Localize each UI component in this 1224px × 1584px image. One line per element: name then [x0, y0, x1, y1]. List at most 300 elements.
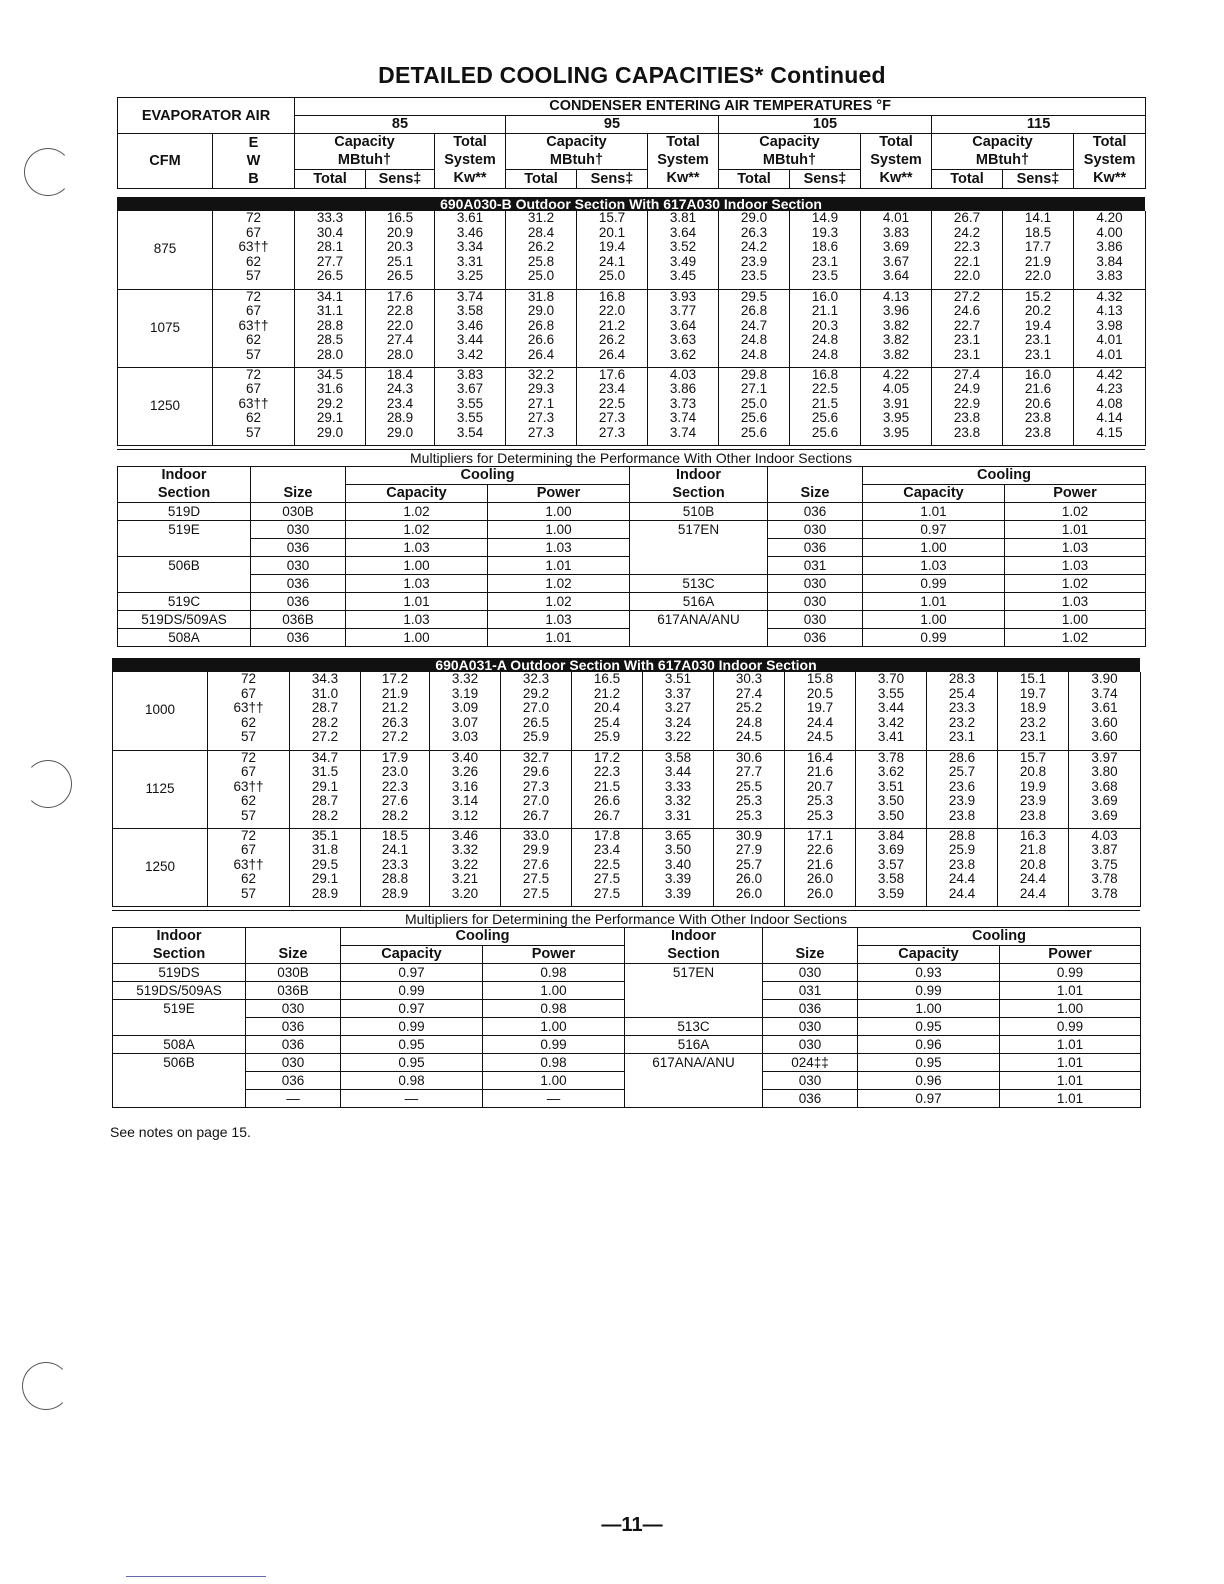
- capacity-value: 18.5: [1024, 224, 1052, 240]
- capacity-value: 29.1: [311, 778, 339, 794]
- capacity-value: 19.4: [598, 239, 626, 255]
- capacity-value: 4.03: [1091, 827, 1118, 843]
- indoor-section: 517EN: [625, 964, 763, 982]
- ewb-header: [213, 134, 295, 189]
- capacity-multiplier: 0.97: [341, 964, 483, 982]
- capacity-value: 26.0: [806, 871, 834, 887]
- capacity-value: 24.8: [740, 332, 768, 348]
- capacity-value: 3.14: [451, 793, 479, 809]
- size: 036: [768, 503, 863, 521]
- data-column-cell: [1074, 289, 1146, 367]
- capacity-value: 3.51: [664, 671, 692, 686]
- power-multiplier: 1.02: [488, 593, 630, 611]
- capacity-value: 24.3: [386, 381, 414, 397]
- power-multiplier: 1.03: [1005, 539, 1146, 557]
- capacity-value: 20.8: [1019, 764, 1047, 780]
- capacity-value: 31.0: [311, 685, 339, 701]
- temp-115: 115: [932, 116, 1146, 134]
- system-label: System: [861, 152, 932, 170]
- data-column-cell: [295, 289, 366, 367]
- capacity-value: 31.8: [311, 842, 339, 858]
- total-label: Total: [648, 134, 719, 152]
- capacity-value: 3.42: [877, 714, 905, 730]
- capacity-value: 3.57: [877, 856, 905, 872]
- capacity-value: 3.42: [456, 346, 484, 362]
- power-multiplier: 1.01: [1000, 1036, 1141, 1054]
- power-multiplier: 1.03: [1005, 557, 1146, 575]
- data-column-cell: [435, 211, 506, 289]
- ewb-b: B: [248, 171, 259, 187]
- capacity-value: 3.51: [877, 778, 905, 794]
- capacity-value: 16.8: [811, 366, 839, 382]
- capacity-value: 27.3: [598, 410, 626, 426]
- power-multiplier: 0.99: [483, 1036, 625, 1054]
- capacity-value: 22.9: [953, 395, 981, 411]
- capacity-value: 4.15: [1096, 424, 1123, 440]
- capacity-value: 3.70: [877, 671, 905, 686]
- capacity-value: 3.93: [669, 288, 697, 304]
- capacity-value: 3.62: [877, 764, 905, 780]
- capacity-value: 25.3: [806, 793, 834, 809]
- size-header-top: [246, 928, 341, 946]
- capacity-value: 27.0: [522, 793, 550, 809]
- size: 036: [246, 1018, 341, 1036]
- data-column-cell: [932, 367, 1003, 445]
- capacity-value: 25.0: [740, 395, 768, 411]
- ewb-value: 63††: [233, 856, 264, 872]
- capacity-value: 24.4: [1019, 871, 1047, 887]
- capacity-value: 3.78: [1091, 885, 1118, 901]
- size: 030B: [251, 503, 346, 521]
- data-column-cell: [577, 289, 648, 367]
- capacity-value: 23.1: [1024, 346, 1052, 362]
- capacity-value: 25.9: [522, 729, 550, 745]
- temp-105: 105: [719, 116, 932, 134]
- power-multiplier: 1.03: [488, 539, 630, 557]
- capacity-multiplier: 0.97: [341, 1000, 483, 1018]
- size-header: Size: [768, 485, 863, 503]
- capacity-value: 3.67: [456, 381, 484, 397]
- capacity-value: 3.40: [664, 856, 692, 872]
- system-label: System: [1074, 152, 1146, 170]
- capacity-value: 29.9: [522, 842, 550, 858]
- capacity-value: 28.3: [948, 671, 976, 686]
- capacity-multiplier: 1.00: [858, 1000, 1000, 1018]
- capacity-value: 34.7: [311, 749, 339, 765]
- system-label: System: [435, 152, 506, 170]
- capacity-value: 20.3: [811, 317, 839, 333]
- capacity-value: 31.5: [311, 764, 339, 780]
- capacity-value: 3.50: [877, 807, 905, 823]
- size-header: Size: [246, 946, 341, 964]
- data-column-cell: [861, 211, 932, 289]
- cooling-header: Cooling: [863, 467, 1146, 485]
- sens-col-header: Sens‡: [1003, 170, 1074, 189]
- multiplier-row: [113, 1036, 1141, 1054]
- size: 036: [768, 539, 863, 557]
- power-multiplier: 1.00: [488, 503, 630, 521]
- capacity-value: 29.0: [316, 424, 344, 440]
- ewb-values: [213, 211, 295, 289]
- capacity-value: 28.8: [316, 317, 344, 333]
- capacity-value: 4.22: [882, 366, 910, 382]
- capacity-value: 27.7: [316, 253, 344, 269]
- size: 036: [251, 539, 346, 557]
- capacity-multiplier: 0.95: [341, 1036, 483, 1054]
- ewb-value: 62: [240, 871, 257, 887]
- capacity-value: 34.3: [311, 671, 339, 686]
- capacity-value: 18.4: [386, 366, 414, 382]
- data-column-cell: [648, 211, 719, 289]
- capacity-multiplier: 1.01: [863, 593, 1005, 611]
- capacity-value: 4.14: [1096, 410, 1123, 426]
- capacity-value: 26.5: [522, 714, 550, 730]
- capacity-value: 3.73: [669, 395, 697, 411]
- power-multiplier: 1.01: [488, 629, 630, 647]
- capacity-value: 24.4: [806, 714, 834, 730]
- kw-col-header: Kw**: [1074, 170, 1146, 189]
- capacity-value: 23.3: [948, 700, 976, 716]
- capacity-value: 16.0: [811, 288, 839, 304]
- capacity-value: 15.8: [806, 671, 834, 686]
- capacity-value: 3.34: [456, 239, 484, 255]
- multiplier-row: [113, 1000, 1141, 1018]
- data-column-cell: [361, 672, 430, 750]
- indoor-section: [625, 1072, 763, 1090]
- capacity-value: 4.42: [1096, 366, 1123, 382]
- capacity-value: 4.03: [669, 366, 697, 382]
- capacity-value: 26.2: [598, 332, 626, 348]
- mbtuh-label: MBtuh†: [295, 152, 435, 170]
- data-column-cell: [932, 289, 1003, 367]
- capacity-value: 25.0: [527, 268, 555, 284]
- capacity-value: 27.3: [522, 778, 550, 794]
- multiplier-row: [113, 1054, 1141, 1072]
- capacity-value: 19.4: [1024, 317, 1052, 333]
- capacity-value: 30.4: [316, 224, 344, 240]
- capacity-value: 4.23: [1096, 381, 1123, 397]
- binder-hole-mark: [24, 760, 72, 808]
- capacity-value: 14.9: [811, 210, 839, 225]
- capacity-value: 3.19: [451, 685, 479, 701]
- capacity-header: Capacity: [863, 485, 1005, 503]
- capacity-value: 28.7: [311, 700, 339, 716]
- capacity-value: 16.4: [806, 749, 834, 765]
- power-multiplier: 1.00: [483, 1072, 625, 1090]
- capacity-value: 25.6: [740, 424, 768, 440]
- capacity-value: 27.6: [381, 793, 409, 809]
- total-label: Total: [1074, 134, 1146, 152]
- capacity-value: 34.1: [316, 288, 344, 304]
- capacity-value: 3.50: [877, 793, 905, 809]
- capacity-value: 3.44: [877, 700, 905, 716]
- capacity-value: 24.8: [811, 332, 839, 348]
- capacity-value: 27.2: [311, 729, 339, 745]
- capacity-value: 23.0: [381, 764, 409, 780]
- multipliers-title: Multipliers for Determining the Performance With Other Indoor Sections: [112, 910, 1140, 927]
- capacity-value: 15.7: [1019, 749, 1047, 765]
- capacity-multiplier: 0.99: [863, 629, 1005, 647]
- indoor-section: 516A: [625, 1036, 763, 1054]
- multiplier-row: [118, 557, 1146, 575]
- capacity-value: 26.7: [522, 807, 550, 823]
- sens-col-header: Sens‡: [790, 170, 861, 189]
- capacity-value: 16.0: [1024, 366, 1052, 382]
- indoor-section: [625, 1000, 763, 1018]
- sens-col-header: Sens‡: [577, 170, 648, 189]
- capacity-value: 24.2: [953, 224, 981, 240]
- capacity-value: 17.2: [593, 749, 621, 765]
- capacity-value: 3.27: [664, 700, 692, 716]
- capacity-multiplier: 1.03: [346, 611, 488, 629]
- capacity-value: 18.6: [811, 239, 839, 255]
- capacity-value: 3.91: [882, 395, 910, 411]
- size-header: Size: [763, 946, 858, 964]
- indoor-section: 519E: [118, 521, 251, 539]
- capacity-label: Capacity: [295, 134, 435, 152]
- capacity-value: 22.3: [381, 778, 409, 794]
- data-column-cell: [572, 828, 643, 906]
- section-band-690a030b: 690A030-B Outdoor Section With 617A030 Indoor Section: [117, 197, 1145, 211]
- capacity-value: 20.7: [806, 778, 834, 794]
- capacity-value: 3.46: [456, 224, 484, 240]
- ewb-value: 67: [245, 224, 262, 240]
- indoor-section: 519DS: [113, 964, 246, 982]
- capacity-value: 26.3: [740, 224, 768, 240]
- power-multiplier: 1.02: [1005, 503, 1146, 521]
- ewb-values: [208, 750, 290, 828]
- power-multiplier: 1.02: [488, 575, 630, 593]
- capacity-value: 3.64: [669, 317, 697, 333]
- indoor-section: [625, 982, 763, 1000]
- data-column-cell: [785, 750, 856, 828]
- capacity-value: 3.49: [669, 253, 697, 269]
- power-multiplier: 1.00: [483, 982, 625, 1000]
- size: 036: [251, 629, 346, 647]
- ewb-value: 63††: [238, 317, 269, 333]
- capacity-value: 3.95: [882, 424, 910, 440]
- data-column-cell: [643, 750, 714, 828]
- capacity-value: 28.1: [316, 239, 344, 255]
- capacity-value: 28.7: [311, 793, 339, 809]
- cfm-group-row: [113, 672, 1141, 750]
- size: —: [246, 1090, 341, 1108]
- cooling-header: Cooling: [346, 467, 630, 485]
- capacity-value: 30.3: [735, 671, 763, 686]
- power-multiplier: 1.00: [488, 521, 630, 539]
- capacity-value: 3.86: [669, 381, 697, 397]
- capacity-value: 3.96: [882, 303, 910, 319]
- indoor-section: [113, 1090, 246, 1108]
- capacity-value: 3.77: [669, 303, 697, 319]
- indoor-section: [630, 629, 768, 647]
- power-multiplier: 0.99: [1000, 964, 1141, 982]
- capacity-value: 25.3: [735, 793, 763, 809]
- capacity-value: 25.8: [527, 253, 555, 269]
- power-multiplier: 0.99: [1000, 1018, 1141, 1036]
- capacity-value: 22.8: [386, 303, 414, 319]
- capacity-value: 3.74: [669, 424, 697, 440]
- indoor-header: Indoor: [630, 467, 768, 485]
- ewb-values: [213, 289, 295, 367]
- capacity-header: Capacity: [341, 946, 483, 964]
- indoor-section: 519DS/509AS: [113, 982, 246, 1000]
- capacity-multiplier: 0.99: [863, 575, 1005, 593]
- capacity-value: 26.0: [735, 885, 763, 901]
- power-header: Power: [1000, 946, 1141, 964]
- capacity-value: 3.58: [456, 303, 484, 319]
- data-column-cell: [714, 750, 785, 828]
- capacity-value: 25.4: [948, 685, 976, 701]
- capacity-value: 22.3: [593, 764, 621, 780]
- cfm-value: 875: [118, 211, 213, 289]
- indoor-header: Indoor: [118, 467, 251, 485]
- capacity-value: 35.1: [311, 827, 339, 843]
- capacity-value: 26.8: [527, 317, 555, 333]
- capacity-value: 4.05: [882, 381, 910, 397]
- capacity-value: 29.1: [316, 410, 344, 426]
- capacity-value: 21.5: [811, 395, 839, 411]
- capacity-value: 3.74: [456, 288, 484, 304]
- capacity-value: 3.69: [1091, 807, 1118, 823]
- capacity-value: 23.6: [948, 778, 976, 794]
- capacity-value: 28.9: [311, 885, 339, 901]
- size-header: Size: [251, 485, 346, 503]
- capacity-value: 4.00: [1096, 224, 1123, 240]
- capacity-multiplier: 0.99: [341, 1018, 483, 1036]
- condenser-temps-header: CONDENSER ENTERING AIR TEMPERATURES °F: [295, 98, 1146, 116]
- ewb-values: [208, 672, 290, 750]
- data-column-cell: [430, 672, 501, 750]
- multiplier-row: [118, 629, 1146, 647]
- capacity-value: 23.1: [953, 332, 981, 348]
- capacity-value: 4.01: [882, 210, 910, 225]
- capacity-value: 3.98: [1096, 317, 1123, 333]
- capacity-value: 25.9: [948, 842, 976, 858]
- capacity-value: 23.4: [598, 381, 626, 397]
- capacity-value: 3.16: [451, 778, 479, 794]
- power-multiplier: 0.98: [483, 964, 625, 982]
- data-column-cell: [790, 211, 861, 289]
- temp-95: 95: [506, 116, 719, 134]
- power-header: Power: [483, 946, 625, 964]
- ewb-value: 62: [245, 253, 262, 269]
- capacity-value: 23.8: [948, 856, 976, 872]
- mbtuh-label: MBtuh†: [506, 152, 648, 170]
- capacity-value: 3.41: [877, 729, 905, 745]
- capacity-value: 23.4: [386, 395, 414, 411]
- capacity-value: 27.9: [735, 842, 763, 858]
- data-column-cell: [577, 211, 648, 289]
- capacity-value: 28.9: [386, 410, 414, 426]
- data-column-cell: [1003, 367, 1074, 445]
- capacity-value: 24.7: [740, 317, 768, 333]
- size: 030: [246, 1000, 341, 1018]
- size: 024‡‡: [763, 1054, 858, 1072]
- capacity-value: 19.7: [806, 700, 834, 716]
- evaporator-air-header: EVAPORATOR AIR: [118, 98, 295, 134]
- capacity-value: 25.4: [593, 714, 621, 730]
- section2-data-table: [112, 672, 1141, 907]
- capacity-value: 22.3: [953, 239, 981, 255]
- capacity-multiplier: 0.95: [341, 1054, 483, 1072]
- power-multiplier: 1.02: [1005, 629, 1146, 647]
- total-col-header: Total: [719, 170, 790, 189]
- multiplier-row: [118, 593, 1146, 611]
- capacity-multiplier: 0.99: [858, 982, 1000, 1000]
- data-column-cell: [290, 750, 361, 828]
- indoor-section: 519E: [113, 1000, 246, 1018]
- capacity-value: 3.80: [1091, 764, 1118, 780]
- power-multiplier: 1.03: [1005, 593, 1146, 611]
- capacity-value: 3.58: [877, 871, 905, 887]
- capacity-value: 3.74: [1091, 685, 1118, 701]
- capacity-value: 30.9: [735, 827, 763, 843]
- capacity-value: 22.0: [598, 303, 626, 319]
- capacity-value: 19.7: [1019, 685, 1047, 701]
- multiplier-row: [113, 1018, 1141, 1036]
- capacity-value: 27.5: [522, 885, 550, 901]
- ewb-value: 63††: [238, 395, 269, 411]
- capacity-value: 28.9: [381, 885, 409, 901]
- power-multiplier: 1.00: [483, 1018, 625, 1036]
- power-header: Power: [1005, 485, 1146, 503]
- capacity-value: 26.4: [527, 346, 555, 362]
- capacity-value: 3.97: [1091, 749, 1118, 765]
- capacity-value: 21.9: [381, 685, 409, 701]
- capacity-value: 28.8: [948, 827, 976, 843]
- capacity-value: 25.6: [811, 410, 839, 426]
- capacity-value: 3.31: [664, 807, 692, 823]
- capacity-label: Capacity: [719, 134, 861, 152]
- capacity-label: Capacity: [506, 134, 648, 152]
- capacity-value: 23.5: [740, 268, 768, 284]
- capacity-value: 18.5: [381, 827, 409, 843]
- data-column-cell: [366, 367, 435, 445]
- section-header: Section: [118, 485, 251, 503]
- capacity-value: 27.7: [735, 764, 763, 780]
- capacity-value: 16.5: [593, 671, 621, 686]
- capacity-value: 28.6: [948, 749, 976, 765]
- indoor-section: [118, 539, 251, 557]
- page-number: —11—: [601, 1514, 663, 1536]
- capacity-value: 25.0: [598, 268, 626, 284]
- capacity-value: 29.5: [740, 288, 768, 304]
- section2-multipliers-table: [112, 927, 1141, 1108]
- capacity-value: 24.4: [1019, 885, 1047, 901]
- multiplier-row: [113, 982, 1141, 1000]
- size: 036: [251, 593, 346, 611]
- capacity-value: 27.6: [522, 856, 550, 872]
- capacity-value: 3.67: [882, 253, 910, 269]
- capacity-value: 24.2: [740, 239, 768, 255]
- capacity-value: 24.1: [598, 253, 626, 269]
- indoor-section: 508A: [113, 1036, 246, 1054]
- capacity-value: 23.3: [381, 856, 409, 872]
- capacity-value: 20.9: [386, 224, 414, 240]
- capacity-value: 19.3: [811, 224, 839, 240]
- capacity-value: 26.5: [316, 268, 344, 284]
- indoor-section: [118, 575, 251, 593]
- data-column-cell: [648, 289, 719, 367]
- ewb-value: 62: [245, 410, 262, 426]
- multiplier-row: [118, 539, 1146, 557]
- cfm-header: CFM: [118, 134, 213, 189]
- capacity-value: 3.55: [456, 395, 484, 411]
- data-column-cell: [856, 672, 927, 750]
- ewb-value: 72: [240, 749, 257, 765]
- capacity-value: 15.1: [1019, 671, 1047, 686]
